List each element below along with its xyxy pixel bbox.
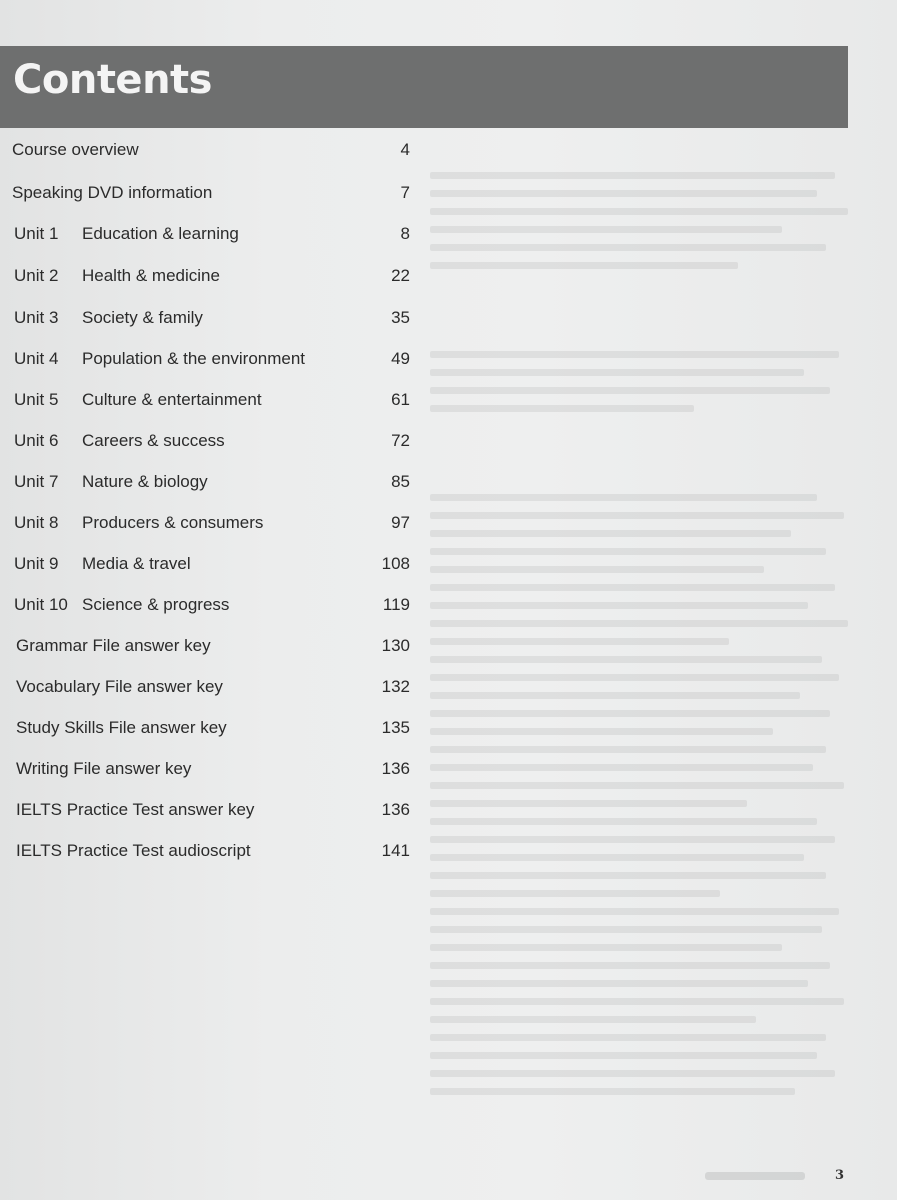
toc-entry	[0, 349, 420, 375]
toc-entry	[0, 800, 420, 826]
toc-page-number: 35	[391, 308, 410, 327]
toc-entry-title: Careers & success	[82, 431, 225, 450]
toc-entry	[0, 266, 420, 292]
toc-page-number: 108	[381, 554, 410, 573]
toc-page-number: 61	[391, 390, 410, 409]
toc-entry-title: Population & the environment	[82, 349, 306, 368]
toc-page-number: 119	[382, 595, 410, 614]
toc-entry-title: Media & travel	[82, 554, 191, 573]
toc-entry-title: Course overview	[12, 140, 139, 159]
toc-page-number: 8	[400, 224, 410, 243]
toc-unit-label: Unit 4	[14, 349, 59, 368]
bleed-through-text	[430, 140, 870, 1100]
toc-entry	[0, 513, 420, 539]
toc-entry-title: Producers & consumers	[82, 513, 264, 532]
toc-page-number: 141	[381, 841, 410, 860]
page-number: 3	[835, 1168, 845, 1183]
toc-entry	[0, 636, 420, 662]
toc-entry-title: Nature & biology	[82, 472, 208, 491]
toc-page-number: 136	[381, 759, 410, 778]
toc-page-number: 135	[381, 718, 410, 737]
toc-entry	[0, 431, 420, 457]
toc-entry	[0, 554, 420, 580]
toc-entry-title: Speaking DVD information	[12, 183, 213, 202]
toc-page-number: 49	[391, 349, 410, 368]
toc-page-number: 4	[400, 140, 410, 159]
toc-entry-title: Society & family	[82, 308, 203, 327]
toc-entry	[0, 677, 420, 703]
toc-unit-label: Unit 8	[14, 513, 59, 532]
toc-entry-title: Vocabulary File answer key	[16, 677, 223, 696]
toc-page-number: 85	[391, 472, 410, 491]
toc-unit-label: Unit 6	[14, 431, 59, 450]
toc-entry-title: IELTS Practice Test answer key	[16, 800, 255, 819]
toc-unit-label: Unit 9	[14, 554, 59, 573]
page-title: Contents	[13, 57, 212, 103]
toc-entry	[0, 595, 420, 621]
toc-entry-title: IELTS Practice Test audioscript	[16, 841, 251, 860]
toc-unit-label: Unit 3	[14, 308, 59, 327]
footer-running-text	[705, 1172, 805, 1180]
toc-entry	[0, 140, 420, 166]
toc-entry	[0, 390, 420, 416]
toc-entry	[0, 759, 420, 785]
toc-entry	[0, 841, 420, 867]
toc-entry-title: Culture & entertainment	[82, 390, 262, 409]
toc-unit-label: Unit 1	[14, 224, 59, 243]
toc-page-number: 130	[381, 636, 410, 655]
toc-entry-title: Science & progress	[82, 595, 230, 614]
toc-entry	[0, 224, 420, 250]
toc-entry	[0, 183, 420, 209]
toc-page-number: 72	[391, 431, 410, 450]
toc-entry	[0, 472, 420, 498]
toc-entry-title: Study Skills File answer key	[16, 718, 227, 737]
toc-unit-label: Unit 5	[14, 390, 59, 409]
toc-unit-label: Unit 2	[14, 266, 59, 285]
toc-page-number: 22	[391, 266, 410, 285]
toc-page-number: 7	[400, 183, 410, 202]
toc-entry	[0, 308, 420, 334]
toc-entry	[0, 718, 420, 744]
toc-page-number: 132	[381, 677, 410, 696]
toc-entry-title: Health & medicine	[82, 266, 220, 285]
toc-page-number: 97	[391, 513, 410, 532]
toc-entry-title: Writing File answer key	[16, 759, 192, 778]
toc-entry-title: Grammar File answer key	[16, 636, 211, 655]
toc-unit-label: Unit 7	[14, 472, 59, 491]
toc-page-number: 136	[381, 800, 410, 819]
toc-entry-title: Education & learning	[82, 224, 239, 243]
toc-unit-label: Unit 10	[14, 595, 68, 614]
